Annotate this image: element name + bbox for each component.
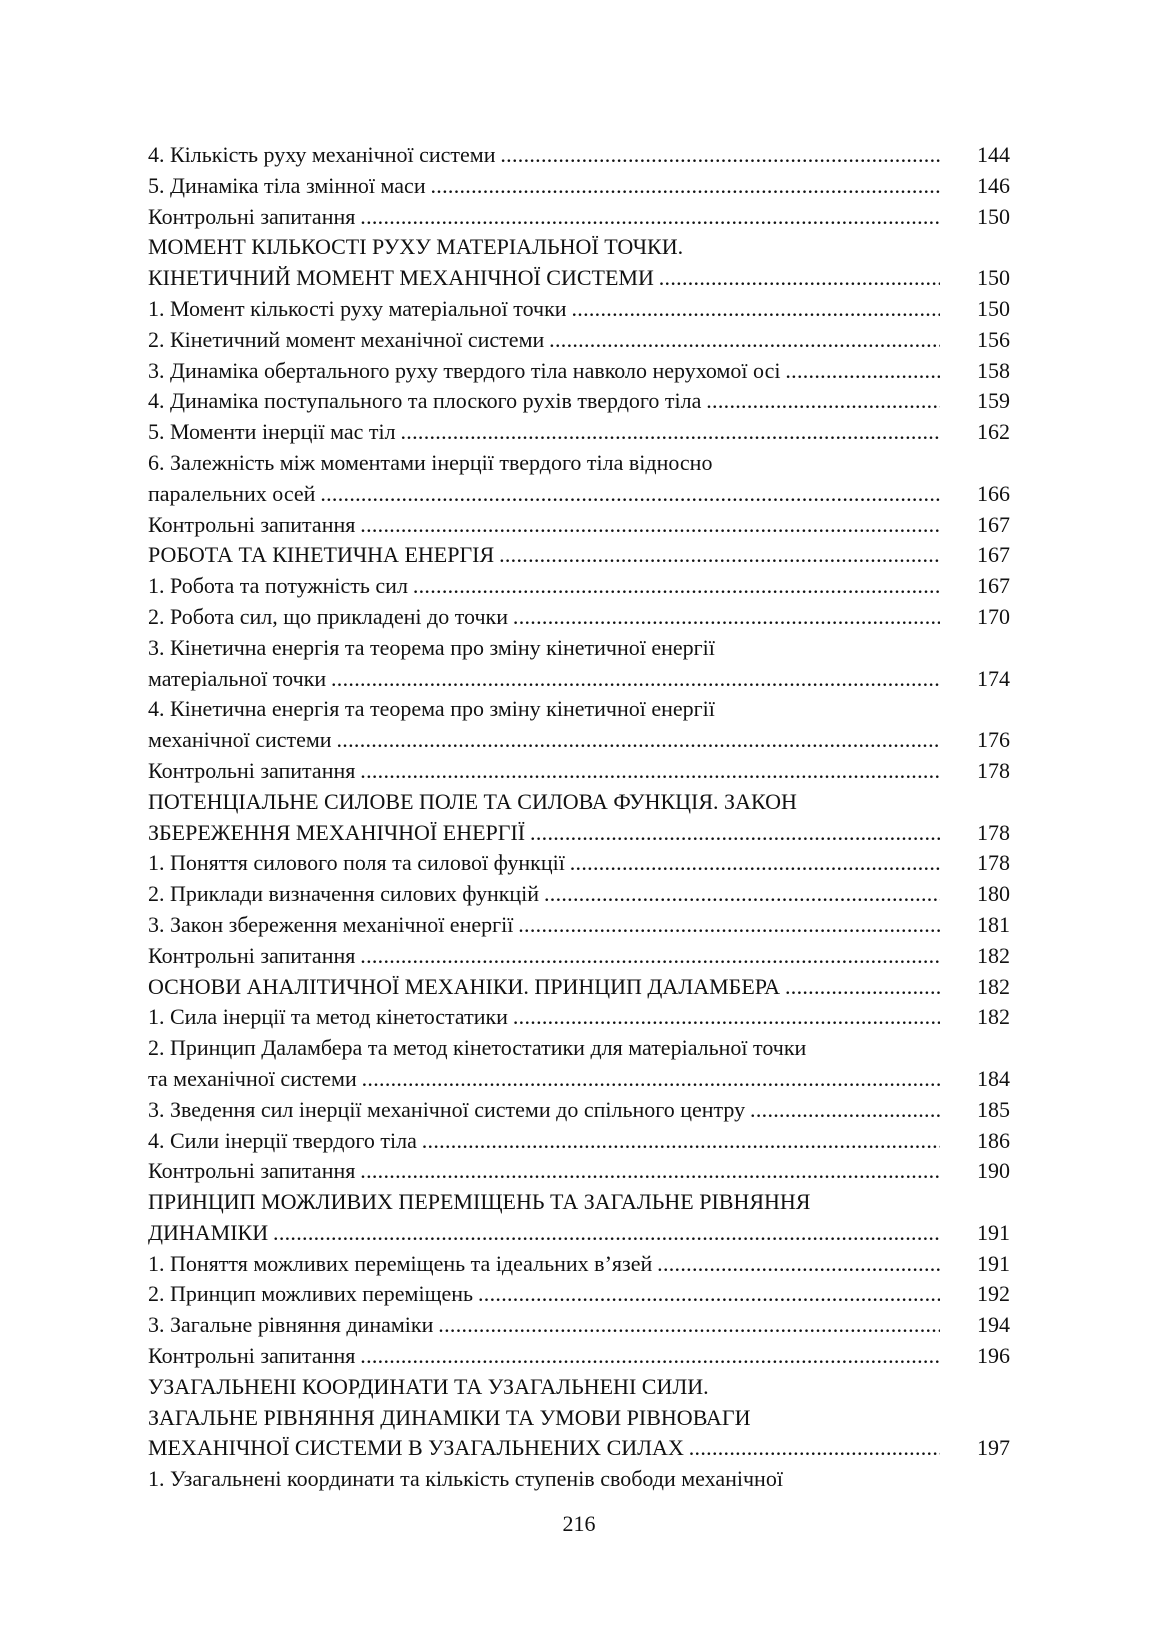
toc-entry-page: 180 [977,881,1010,907]
toc-entry[interactable] [148,1126,1010,1157]
toc-entry-title: РОБОТА ТА КІНЕТИЧНА ЕНЕРГІЯ . . . [148,540,940,571]
toc-entry[interactable] [148,202,1010,233]
toc-entry-title: 4. Динаміка поступального та плоского рухів твердого тіла . . . [148,386,940,417]
toc-entry[interactable] [148,1095,1010,1126]
toc-entry-title: УЗАГАЛЬНЕНІ КООРДИНАТИ ТА УЗАГАЛЬНЕНІ СИЛИ. [148,1373,709,1399]
toc-entry-page: 182 [977,942,1010,968]
toc-entry-title: МОМЕНТ КІЛЬКОСТІ РУХУ МАТЕРІАЛЬНОЇ ТОЧКИ. [148,234,684,260]
toc-entry-page: 196 [977,1343,1010,1369]
toc-entry[interactable] [148,540,1010,571]
toc-entry-title: 1. Поняття можливих переміщень та ідеальних в’язей . . . [148,1249,940,1280]
toc-entry-page: 158 [977,357,1010,383]
toc-entry[interactable] [148,263,1010,294]
toc-entry-page: 156 [977,326,1010,352]
toc-entry-page: 146 [977,172,1010,198]
toc-entry[interactable] [148,1279,1010,1310]
toc-entry-title: 3. Кінетична енергія та теорема про зміну кінетичної енергії [148,634,715,660]
toc-entry-title: 3. Зведення сил інерції механічної системи до спільного центру . . . [148,1095,940,1126]
toc-entry-title: Контрольні запитання . . . [148,756,940,787]
toc-entry-title: 5. Динаміка тіла змінної маси . . . [148,171,940,202]
toc-entry-page: 197 [977,1435,1010,1461]
toc-entry-page: 185 [977,1096,1010,1122]
toc-entry-title: Контрольні запитання . . . [148,1156,940,1187]
toc-entry-page: 186 [977,1127,1010,1153]
toc-entry-title: 4. Кількість руху механічної системи . . . [148,140,940,171]
toc-entry-title: матеріальної точки . . . [148,664,940,695]
toc-entry[interactable] [148,1002,1010,1033]
toc-entry-page: 162 [977,419,1010,445]
toc-entry[interactable] [148,941,1010,972]
toc-entry-title: ПОТЕНЦІАЛЬНЕ СИЛОВЕ ПОЛЕ ТА СИЛОВА ФУНКЦІЯ. ЗАКОН [148,788,797,814]
toc-entry[interactable] [148,879,1010,910]
toc-entry-title: 2. Приклади визначення силових функцій . . . [148,879,940,910]
toc-entry-title: 4. Сили інерції твердого тіла . . . [148,1126,940,1157]
toc-entry[interactable] [148,171,1010,202]
toc-entry[interactable] [148,510,1010,541]
toc-entry-title: 2. Робота сил, що прикладені до точки . . . [148,602,940,633]
toc-entry-page: 159 [977,388,1010,414]
toc-entry-page: 184 [977,1065,1010,1091]
toc-entry-title: 3. Динаміка обертального руху твердого тіла навколо нерухомої осі . . . [148,356,940,387]
toc-entry-heading-line [148,1033,1010,1064]
toc-entry-title: ДИНАМІКИ . . . [148,1218,940,1249]
toc-entry-title: ОСНОВИ АНАЛІТИЧНОЇ МЕХАНІКИ. ПРИНЦИП ДАЛАМБЕРА . . . [148,972,940,1003]
toc-entry[interactable] [148,848,1010,879]
toc-entry[interactable] [148,818,1010,849]
toc-entry-page: 191 [977,1250,1010,1276]
toc-entry-title: Контрольні запитання . . . [148,202,940,233]
toc-entry-page: 167 [977,542,1010,568]
toc-entry-title: 3. Закон збереження механічної енергії . . . [148,910,940,941]
toc-entry[interactable] [148,1218,1010,1249]
toc-entry[interactable] [148,294,1010,325]
toc-entry-title: КІНЕТИЧНИЙ МОМЕНТ МЕХАНІЧНОЇ СИСТЕМИ . . . [148,263,940,294]
toc-entry[interactable] [148,325,1010,356]
toc-entry-title: 1. Момент кількості руху матеріальної точки . . . [148,294,940,325]
toc-entry[interactable] [148,756,1010,787]
toc-entry-page: 181 [977,911,1010,937]
table-of-contents [148,140,1010,1495]
toc-entry-page: 182 [977,1004,1010,1030]
toc-entry-title: Контрольні запитання . . . [148,510,940,541]
toc-entry[interactable] [148,479,1010,510]
toc-entry-page: 144 [977,142,1010,167]
toc-entry-page: 150 [977,203,1010,229]
toc-entry-page: 182 [977,973,1010,999]
toc-entry-title: 6. Залежність між моментами інерції твердого тіла відносно [148,449,713,475]
toc-entry-heading-line [148,1403,1010,1434]
toc-entry-title: 1. Сила інерції та метод кінетостатики . . . [148,1002,940,1033]
toc-entry[interactable] [148,1341,1010,1372]
toc-entry-title: МЕХАНІЧНОЇ СИСТЕМИ В УЗАГАЛЬНЕНИХ СИЛАХ . . . [148,1433,940,1464]
toc-entry-heading-line [148,1372,1010,1403]
toc-entry-page: 191 [977,1219,1010,1245]
toc-entry-title: 5. Моменти інерції мас тіл . . . [148,417,940,448]
toc-entry[interactable] [148,417,1010,448]
toc-entry-title: 1. Поняття силового поля та силової функції . . . [148,848,940,879]
toc-entry-page: 194 [977,1312,1010,1338]
toc-entry[interactable] [148,1310,1010,1341]
toc-entry-page: 167 [977,573,1010,599]
toc-entry-title: ЗАГАЛЬНЕ РІВНЯННЯ ДИНАМІКИ ТА УМОВИ РІВНОВАГИ [148,1404,751,1430]
toc-entry[interactable] [148,910,1010,941]
toc-entry[interactable] [148,602,1010,633]
toc-entry-title: 2. Принцип можливих переміщень . . . [148,1279,940,1310]
toc-entry-page: 178 [977,850,1010,876]
toc-entry-heading-line [148,1187,1010,1218]
toc-entry-page: 192 [977,1281,1010,1307]
toc-entry-page: 150 [977,295,1010,321]
toc-entry-title: 3. Загальне рівняння динаміки . . . [148,1310,940,1341]
toc-entry-title: паралельних осей . . . [148,479,940,510]
toc-entry-title: ПРИНЦИП МОЖЛИВИХ ПЕРЕМІЩЕНЬ ТА ЗАГАЛЬНЕ РІВНЯННЯ [148,1189,811,1215]
toc-entry-title: 1. Робота та потужність сил . . . [148,571,940,602]
toc-entry[interactable] [148,140,1010,171]
toc-entry-page: 176 [977,727,1010,753]
toc-entry-page: 167 [977,511,1010,537]
toc-entry-title: ЗБЕРЕЖЕННЯ МЕХАНІЧНОЇ ЕНЕРГІЇ . . . [148,818,940,849]
toc-entry-title: механічної системи . . . [148,725,940,756]
toc-entry-title: 2. Кінетичний момент механічної системи . . . [148,325,940,356]
toc-entry-heading-line [148,1464,1010,1495]
toc-entry-page: 178 [977,819,1010,845]
toc-entry-heading-line [148,787,1010,818]
toc-entry-title: 1. Узагальнені координати та кількість ступенів свободи механічної [148,1466,783,1492]
toc-entry-title: Контрольні запитання . . . [148,941,940,972]
toc-entry[interactable] [148,664,1010,695]
toc-entry-heading-line [148,232,1010,263]
toc-entry-title: та механічної системи . . . [148,1064,940,1095]
toc-entry-page: 190 [977,1158,1010,1184]
toc-entry-page: 178 [977,757,1010,783]
toc-entry[interactable] [148,386,1010,417]
toc-entry[interactable] [148,1249,1010,1280]
toc-entry[interactable] [148,356,1010,387]
toc-entry-heading-line [148,694,1010,725]
toc-entry[interactable] [148,972,1010,1003]
toc-entry-page: 170 [977,603,1010,629]
toc-entry-title: Контрольні запитання . . . [148,1341,940,1372]
toc-entry[interactable] [148,571,1010,602]
toc-entry-title: 2. Принцип Даламбера та метод кінетостатики для матеріальної точки [148,1035,807,1061]
toc-entry[interactable] [148,1433,1010,1464]
toc-entry-page: 166 [977,480,1010,506]
toc-entry-page: 174 [977,665,1010,691]
toc-entry-page: 150 [977,265,1010,291]
toc-entry[interactable] [148,1064,1010,1095]
toc-entry[interactable] [148,1156,1010,1187]
toc-entry[interactable] [148,725,1010,756]
toc-entry-title: 4. Кінетична енергія та теорема про зміну кінетичної енергії [148,696,715,722]
page-number: 216 [562,1511,596,1536]
toc-entry-heading-line [148,448,1010,479]
toc-entry-heading-line [148,633,1010,664]
